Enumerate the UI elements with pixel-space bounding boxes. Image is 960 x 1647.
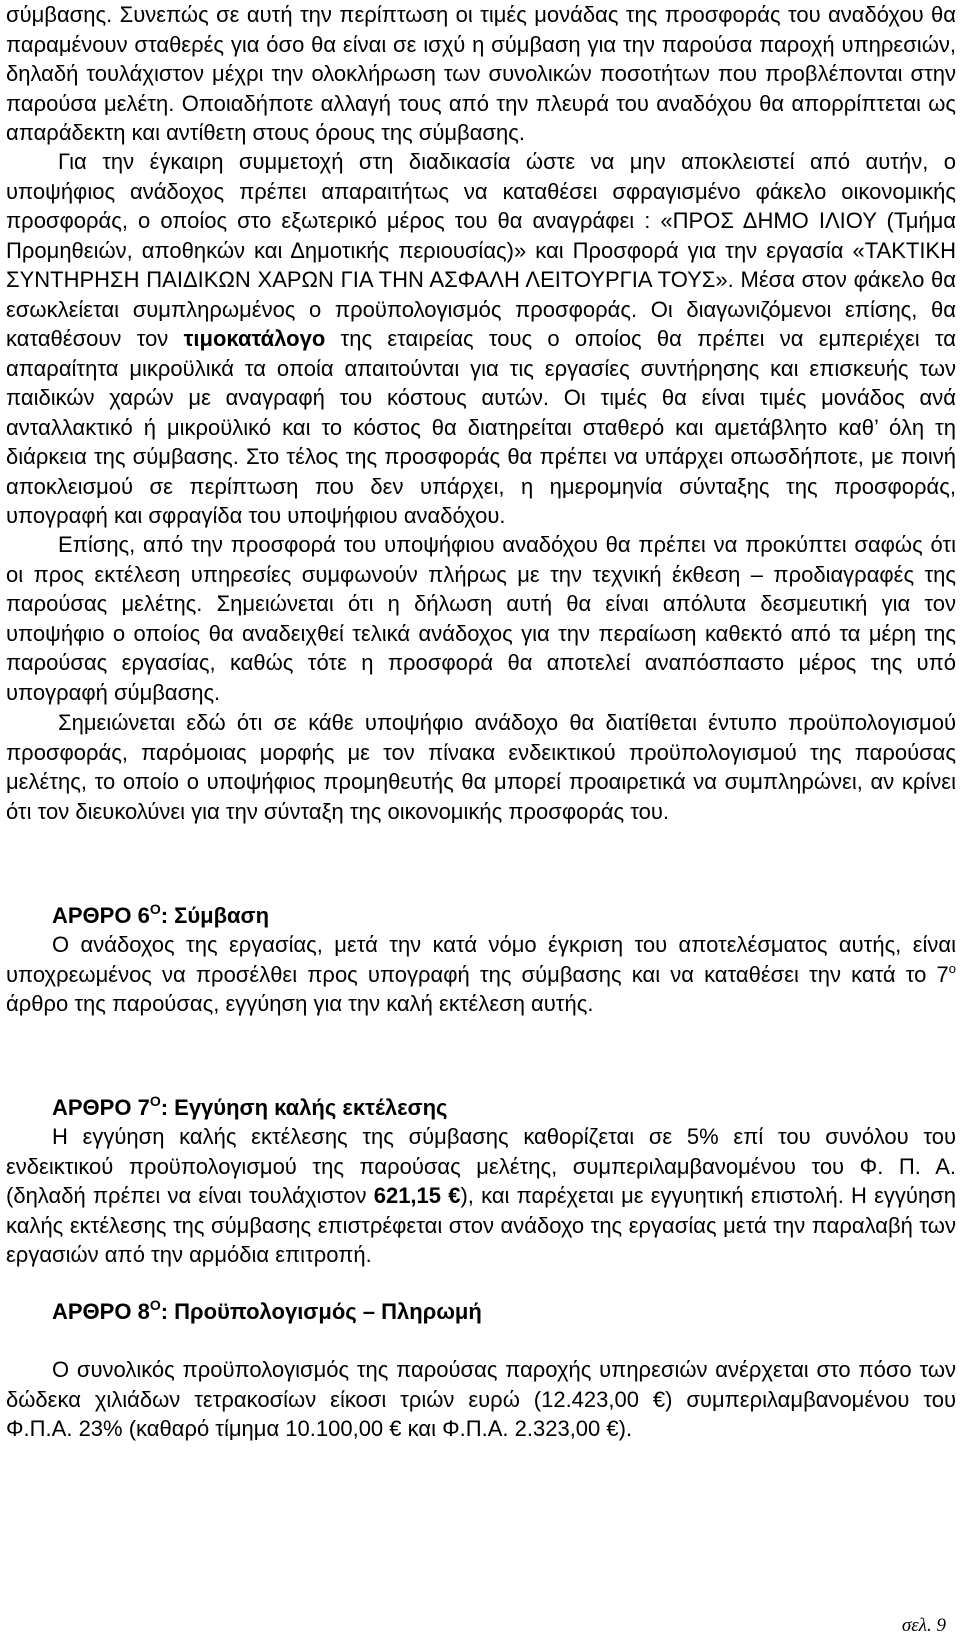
article-7-heading: ΑΡΘΡΟ $7^O$: Εγγύηση καλής εκτέλεσης: [52, 1093, 448, 1120]
article-8-body: Ο συνολικός προϋπολογισμός της παρούσας παροχής υπηρεσιών ανέρχεται στο πόσο των δώδεκα χιλιάδων τετρακοσίων είκοσι τριών ευρώ (12.423,00 €) συμπεριλαμβανομένου του Φ.Π.Α. 23% (καθαρό τίμημα 10.100,00 € και Φ.Π.Α. 2.323,00 €).: [6, 1357, 956, 1441]
article-6-body: Ο ανάδοχος της εργασίας, μετά την κατά νόμο έγκριση του αποτελέσματος αυτής, είναι υποχρεωμένος να προσέλθει προς υπογραφή της σύμβασης και να καταθέσει την κατά το $7^o$ άρθρο της παρούσας, εγγύηση για την καλή εκτέλεση αυτής.: [6, 932, 956, 1016]
article-8-heading: ΑΡΘΡΟ $8^O$: Προϋπολογισμός – Πληρωμή: [52, 1297, 482, 1324]
paragraph-contract-prices: [6, 0, 956, 148]
paragraph-body: Επίσης, από την προσφορά του υποψήφιου αναδόχου θα πρέπει να προκύπτει σαφώς ότι οι προς εκτέλεση υπηρεσίες συμφωνούν πλήρως με την τεχνική έκθεση – προδιαγραφές της παρούσας μελέτης. Σημειώνεται ότι η δήλωση αυτή θα είναι απόλυτα δεσμευτική για τον υποψήφιο ο οποίος θα αναδειχθεί τελικά ανάδοχος για την περαίωση καθεκτό από τα μέρη της παρούσας εργασίας, καθώς τότε η προσφορά θα αποτελεί αναπόσπαστο μέρος της υπό υπογραφή σύμβασης.: [6, 532, 956, 705]
article-7-body: Η εγγύηση καλής εκτέλεσης της σύμβασης καθορίζεται σε 5% επί του συνόλου του ενδεικτικού προϋπολογισμού της παρούσας μελέτης, συμπεριλαμβανομένου του Φ. Π. Α. (δηλαδή πρέπει να είναι τουλάχιστον 621,15 €), και παρέχεται με εγγυητική επιστολή. Η εγγύηση καλής εκτέλεσης της σύμβασης επιστρέφεται στον ανάδοχο της εργασίας μετά την παραλαβή των εργασιών από την αρμόδια επιτροπή.: [6, 1124, 957, 1267]
paragraph-body: της εταιρείας τους ο οποίος θα πρέπει να εμπεριέχει τα απαραίτητα μικροϋλικά τα οποία απαιτούνται για τις εργασίες συντήρησης και επισκευής των παιδικών χαρών με αναγραφή του κόστους αυτών. Οι τιμές θα είναι τιμές μονάδος ανά ανταλλακτικό ή μικροϋλικό και το κόστος θα διατηρείται σταθερό και αμετάβλητο καθ’ όλη τη διάρκεια της σύμβασης. Στο τέλος της προσφοράς θα πρέπει να υπάρχει οπωσδήποτε, με ποινή αποκλεισμού σε περίπτωση που δεν υπάρχει, η ημερομηνία σύνταξης της προσφοράς, υπογραφή και σφραγίδα του υποψήφιου αναδόχου.: [6, 326, 957, 528]
paragraph-budget-form: [6, 708, 956, 826]
paragraph-sealed-envelope: [6, 147, 956, 531]
article-6-heading: ΑΡΘΡΟ $6^O$: Σύμβαση: [52, 901, 270, 928]
paragraph-lead: σύμβασης.: [6, 2, 120, 27]
paragraph-technical-compliance: [6, 530, 956, 707]
paragraph-body: Για την έγκαιρη συμμετοχή στη διαδικασία ώστε να μην αποκλειστεί από αυτήν, ο υποψήφιος ανάδοχος πρέπει απαραιτήτως να καταθέσει σφραγισμένο φάκελο οικονομικής προσφοράς, ο οποίος στο εξωτερικό μέρος του θα αναγράφει : «ΠΡΟΣ ΔΗΜΟ ΙΛΙΟΥ (Τμήμα Προμηθειών, αποθηκών και Δημοτικής περιουσίας)» και Προσφορά για την εργασία «ΤΑΚΤΙΚΗ ΣΥΝΤΗΡΗΣΗ ΠΑΙΔΙΚΩΝ ΧΑΡΩΝ ΓΙΑ ΤΗΝ ΑΣΦΑΛΗ ΛΕΙΤΟΥΡΓΙΑ ΤΟΥΣ». Μέσα στον φάκελο θα εσωκλείεται συμπληρωμένος ο προϋπολογισμός προσφοράς. Οι διαγωνιζόμενοι επίσης, θα καταθέσουν τον: [6, 149, 956, 351]
page-number: σελ. 9: [901, 1615, 946, 1636]
guarantee-amount: 621,15 €: [373, 1183, 461, 1208]
paragraph-body: Σημειώνεται εδώ ότι σε κάθε υποψήφιο ανάδοχο θα διατίθεται έντυπο προϋπολογισμού προσφοράς, παρόμοιας μορφής με τον πίνακα ενδεικτικού προϋπολογισμού της παρούσας μελέτης, το οποίο ο υποψήφιος προμηθευτής θα μπορεί προαιρετικά να συμπληρώνει, αν κρίνει ότι τον διευκολύνει για την σύνταξη της οικονομικής προσφοράς του.: [6, 710, 956, 824]
emphasis-price-list: τιμοκατάλογο: [183, 326, 326, 351]
paragraph-body: Συνεπώς σε αυτή την περίπτωση οι τιμές μονάδας της προσφοράς του αναδόχου θα παραμένουν σταθερές για όσο θα είναι σε ισχύ η σύμβαση για την παρούσα παροχή υπηρεσιών, δηλαδή τουλάχιστον μέχρι την ολοκλήρωση των συνολικών ποσοτήτων που προβλέπονται στην παρούσα μελέτη. Οποιαδήποτε αλλαγή τους από την πλευρά του αναδόχου θα απορρίπτεται ως απαράδεκτη και αντίθετη στους όρους της σύμβασης.: [6, 2, 956, 145]
